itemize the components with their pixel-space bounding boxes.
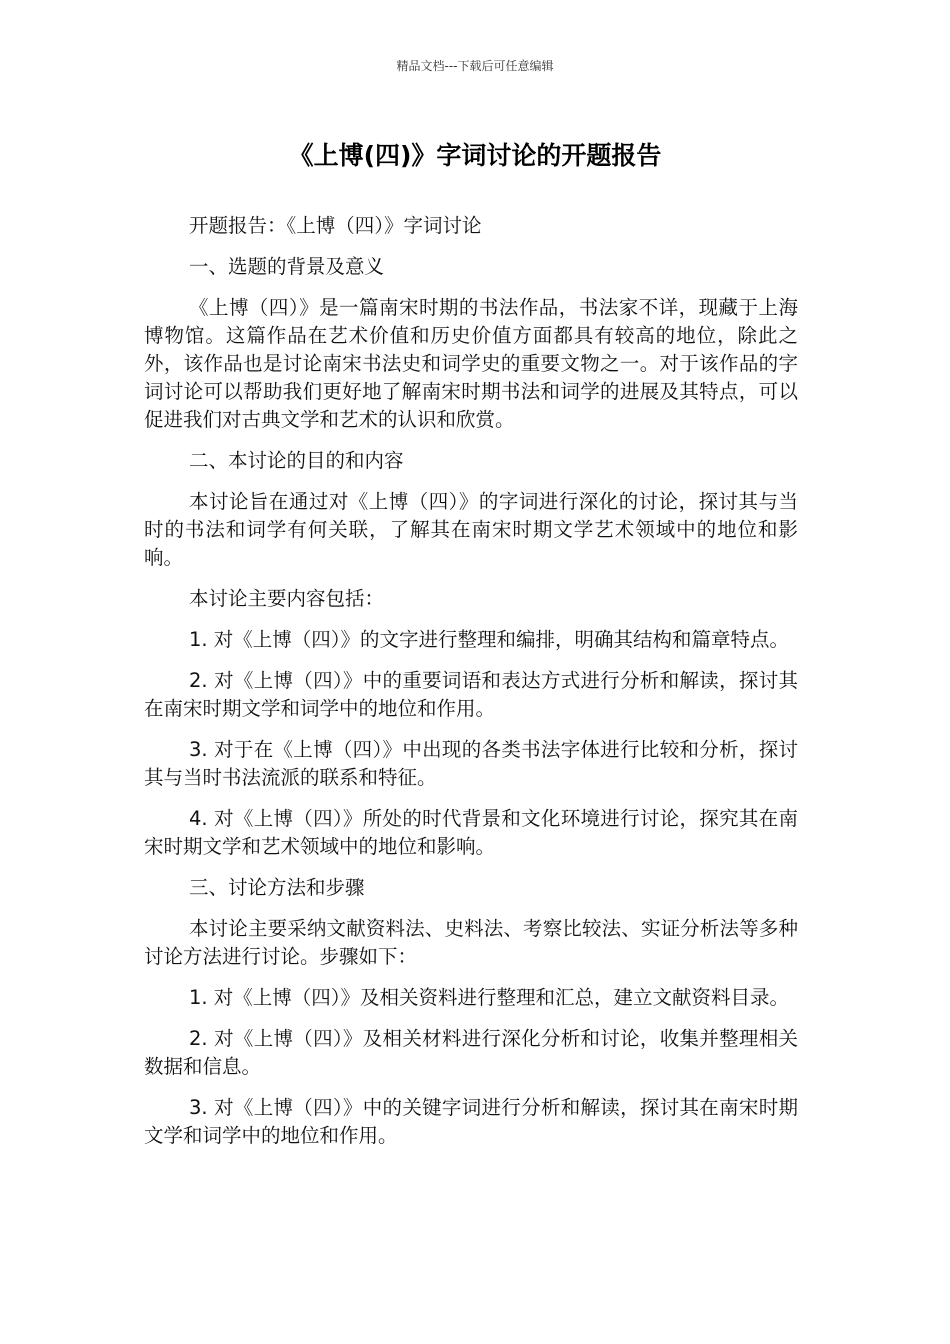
methods-paragraph: 本讨论主要采纳文献资料法、史料法、考察比较法、实证分析法等多种讨论方法进行讨论。步骤如下：	[144, 917, 798, 968]
content-item-3: 3. 对于在《上博（四）》中出现的各类书法字体进行比较和分析，探讨其与当时书法流派的联系和特征。	[144, 738, 798, 789]
section-heading-background: 一、选题的背景及意义	[189, 255, 385, 278]
step-item-3: 3. 对《上博（四）》中的关键字词进行分析和解读，探讨其在南宋时期文学和词学中的地位和作用。	[144, 1096, 798, 1147]
content-intro: 本讨论主要内容包括：	[189, 587, 385, 610]
report-heading: 开题报告：《上博（四）》字词讨论	[189, 214, 482, 237]
step-item-2: 2. 对《上博（四）》及相关材料进行深化分析和讨论，收集并整理相关数据和信息。	[144, 1027, 798, 1078]
section-heading-purpose: 二、本讨论的目的和内容	[189, 449, 404, 472]
step-item-1: 1. 对《上博（四）》及相关资料进行整理和汇总，建立文献资料目录。	[189, 986, 790, 1009]
content-item-1: 1. 对《上博（四）》的文字进行整理和编排，明确其结构和篇章特点。	[189, 628, 790, 651]
content-item-4: 4. 对《上博（四）》所处的时代背景和文化环境进行讨论，探究其在南宋时期文学和艺术领域中的地位和影响。	[144, 807, 798, 858]
document-title: 《上博(四)》字词讨论的开题报告	[288, 141, 662, 170]
background-paragraph: 《上博（四）》是一篇南宋时期的书法作品，书法家不详，现藏于上海博物馆。这篇作品在艺术价值和历史价值方面都具有较高的地位，除此之外，该作品也是讨论南宋书法史和词学史的重要文物之一。对于该作品的字词讨论可以帮助我们更好地了解南宋时期书法和词学的进展及其特点，可以促进我们对古典文学和艺术的认识和欣赏。	[144, 296, 798, 431]
header-note: 精品文档---下载后可任意编辑	[396, 59, 554, 73]
document-body	[144, 212, 798, 1163]
section-heading-methods: 三、讨论方法和步骤	[189, 876, 365, 899]
purpose-paragraph: 本讨论旨在通过对《上博（四）》的字词进行深化的讨论，探讨其与当时的书法和词学有何关联，了解其在南宋时期文学艺术领域中的地位和影响。	[144, 490, 798, 569]
content-item-2: 2. 对《上博（四）》中的重要词语和表达方式进行分析和解读，探讨其在南宋时期文学和词学中的地位和作用。	[144, 669, 798, 720]
